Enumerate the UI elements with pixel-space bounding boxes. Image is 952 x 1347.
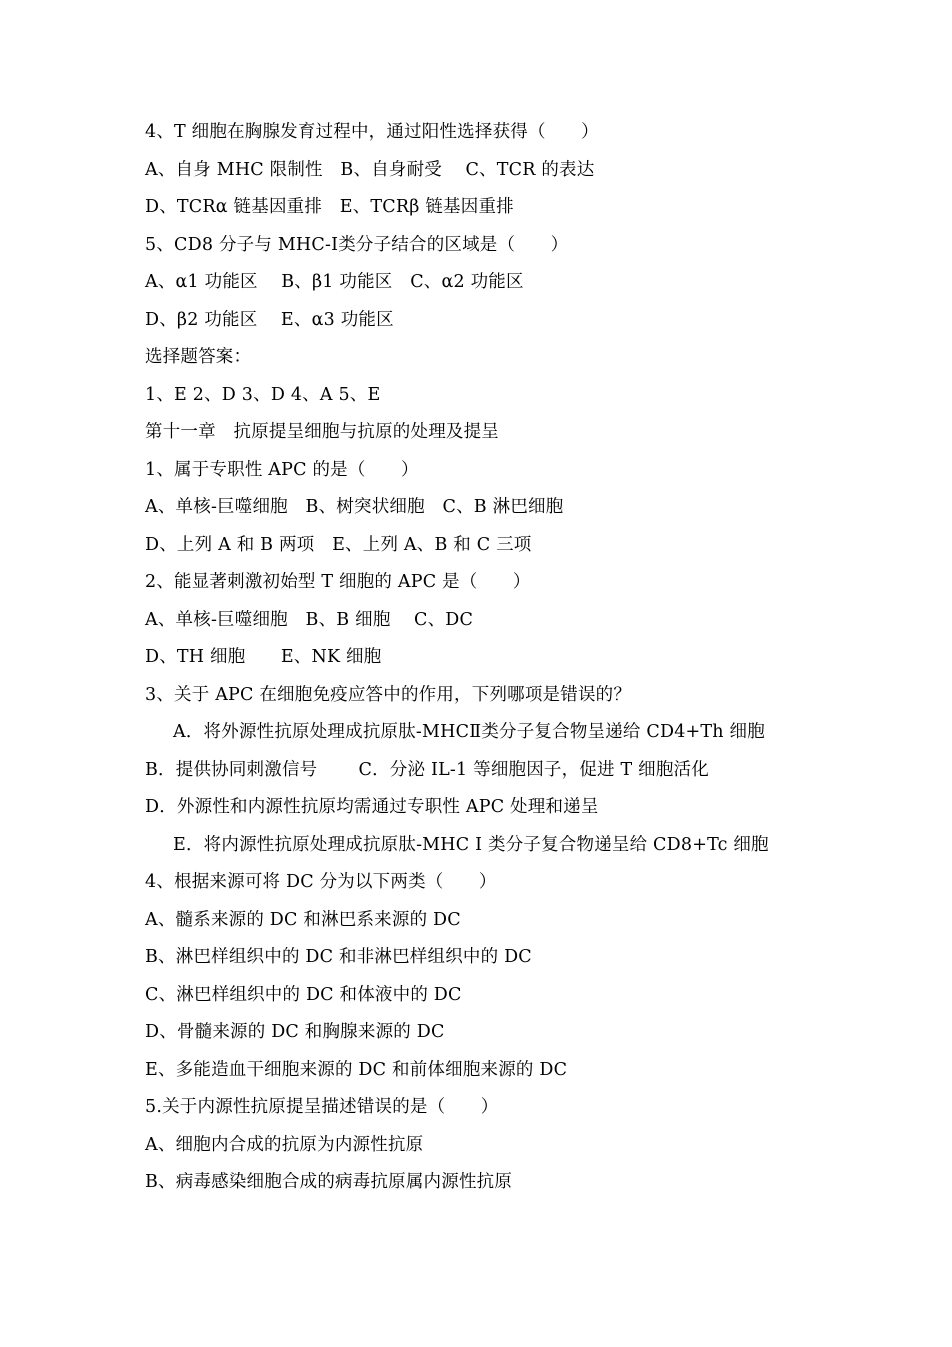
- document-body: [145, 118, 825, 1206]
- ch11-question-4-option-d: D、骨髓来源的 DC 和胸腺来源的 DC: [145, 1022, 445, 1042]
- ch11-question-5-stem: 5.关于内源性抗原提呈描述错误的是（ ）: [145, 1097, 499, 1117]
- question-5-stem: 5、CD8 分子与 MHC-Ⅰ类分子结合的区域是（ ）: [145, 234, 569, 255]
- chapter-heading: 第十一章 抗原提呈细胞与抗原的处理及提呈: [145, 422, 499, 442]
- ch11-question-3-stem: 3、关于 APC 在细胞免疫应答中的作用，下列哪项是错误的？: [145, 684, 632, 705]
- question-5-options-abc: A、α1 功能区 B、β1 功能区 C、α2 功能区: [145, 272, 524, 292]
- ch11-question-3-options-bc: B．提供协同刺激信号 C．分泌 IL-1 等细胞因子，促进 T 细胞活化: [145, 759, 709, 780]
- ch11-question-5-option-a: A、细胞内合成的抗原为内源性抗原: [145, 1134, 424, 1155]
- ch11-question-3-option-d: D．外源性和内源性抗原均需通过专职性 APC 处理和递呈: [145, 797, 599, 817]
- ch11-question-1-options-abc: A、单核-巨噬细胞 B、树突状细胞 C、B 淋巴细胞: [145, 497, 564, 517]
- ch11-question-4-option-b: B、淋巴样组织中的 DC 和非淋巴样组织中的 DC: [145, 947, 532, 967]
- ch11-question-3-option-e: E．将内源性抗原处理成抗原肽-MHC I 类分子复合物递呈给 CD8+Tc 细胞: [173, 834, 769, 855]
- ch11-question-4-option-c: C、淋巴样组织中的 DC 和体液中的 DC: [145, 984, 462, 1005]
- question-4-options-abc: A、自身 MHC 限制性 B、自身耐受 C、TCR 的表达: [145, 159, 595, 180]
- ch11-question-3-option-a: A．将外源性抗原处理成抗原肽-MHCⅡ类分子复合物呈递给 CD4+Th 细胞: [173, 722, 765, 742]
- ch11-question-4-stem: 4、根据来源可将 DC 分为以下两类（ ）: [145, 872, 497, 892]
- ch11-question-1-stem: 1、属于专职性 APC 的是（ ）: [145, 459, 419, 480]
- question-4-options-de: D、TCRα 链基因重排 E、TCRβ 链基因重排: [145, 197, 514, 217]
- ch11-question-2-options-abc: A、单核-巨噬细胞 B、B 细胞 C、DC: [145, 609, 474, 630]
- ch11-question-4-option-a: A、髓系来源的 DC 和淋巴系来源的 DC: [145, 909, 461, 930]
- ch11-question-2-options-de: D、TH 细胞 E、NK 细胞: [145, 647, 382, 667]
- answers-heading: 选择题答案：: [145, 347, 252, 367]
- question-5-options-de: D、β2 功能区 E、α3 功能区: [145, 309, 394, 330]
- ch11-question-1-options-de: D、上列 A 和 B 两项 E、上列 A、B 和 C 三项: [145, 534, 532, 555]
- ch11-question-2-stem: 2、能显著刺激初始型 T 细胞的 APC 是（ ）: [145, 572, 531, 592]
- question-4-stem: 4、T 细胞在胸腺发育过程中，通过阳性选择获得（ ）: [145, 122, 599, 142]
- answers-list: 1、E 2、D 3、D 4、A 5、E: [145, 384, 381, 405]
- ch11-question-4-option-e: E、多能造血干细胞来源的 DC 和前体细胞来源的 DC: [145, 1059, 568, 1080]
- ch11-question-5-option-b: B、病毒感染细胞合成的病毒抗原属内源性抗原: [145, 1172, 513, 1192]
